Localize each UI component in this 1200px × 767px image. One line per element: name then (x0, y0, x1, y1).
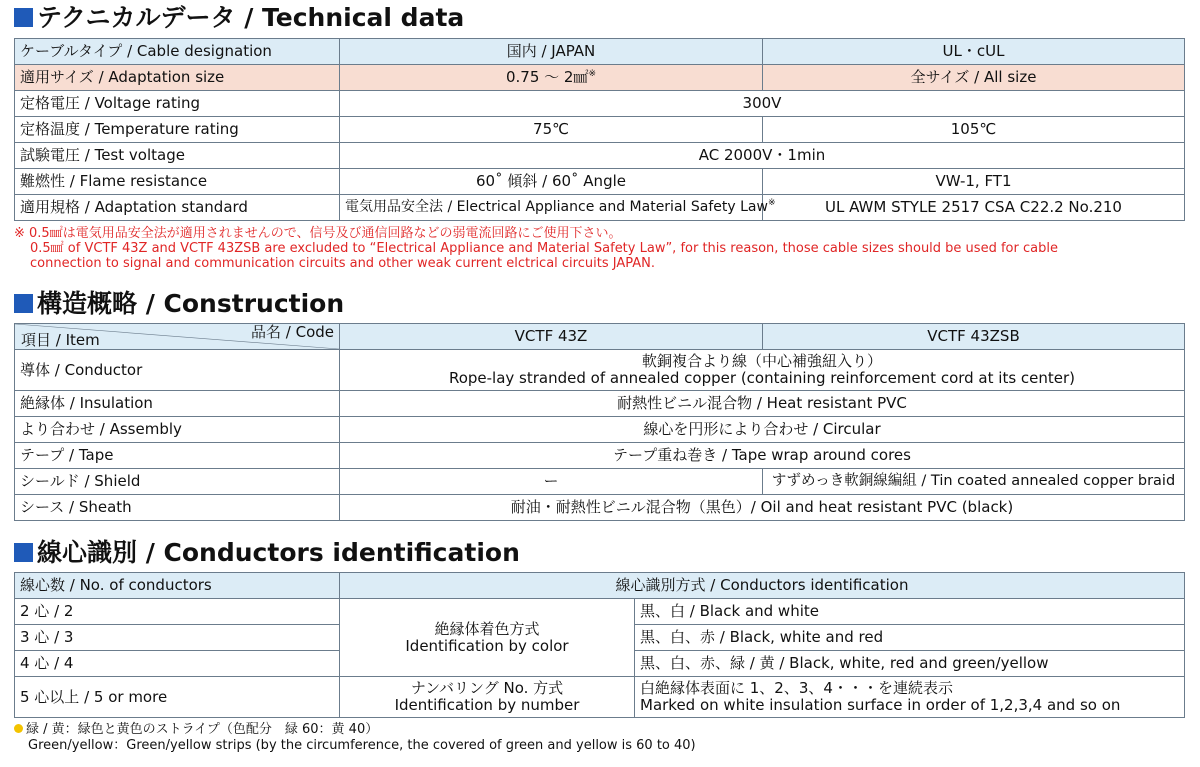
table-row (15, 169, 1185, 195)
number-method-en: Identification by number (394, 696, 580, 714)
shared-cell: テープ重ね巻き / Tape wrap around cores (340, 443, 1185, 469)
shared-cell: 耐熱性ビニル混合物 / Heat resistant PVC (340, 391, 1185, 417)
ul-cell: VW-1, FT1 (763, 169, 1185, 195)
code-header-label: 品名 / Code (251, 323, 334, 341)
shared-cell: 300V (340, 91, 1185, 117)
row-label: シールド / Shield (15, 469, 340, 495)
size-value: 0.75 〜 2㎟ (505, 68, 589, 86)
shared-cell (340, 350, 1185, 391)
construction-title: 構造概略 / Construction (37, 289, 345, 318)
number-method-cell (340, 677, 635, 718)
identification-table (14, 572, 1185, 718)
japan-cell (340, 65, 763, 91)
row-label: 難燃性 / Flame resistance (15, 169, 340, 195)
conductor-en: Rope-lay stranded of annealed copper (containing reinforcement cord at its center) (448, 369, 1076, 387)
table-row (15, 350, 1185, 391)
row-label: ケーブルタイプ / Cable designation (15, 39, 340, 65)
table-row (15, 91, 1185, 117)
technical-data-table (14, 38, 1185, 221)
count-header: 線心数 / No. of conductors (15, 573, 340, 599)
shared-cell: AC 2000V・1min (340, 143, 1185, 169)
table-row (15, 417, 1185, 443)
number-scheme-jp: 白絶縁体表面に 1、2、3、4・・・を連続表示 (640, 679, 953, 697)
blue-square-icon (14, 294, 33, 313)
note-mark: ※ (588, 69, 597, 79)
construction-heading (14, 289, 344, 319)
table-row (15, 39, 1185, 65)
identification-title: 線心識別 / Conductors identification (37, 538, 520, 567)
row-label: 適用サイズ / Adaptation size (15, 65, 340, 91)
yellow-bullet-icon (14, 724, 23, 733)
shared-cell: 耐油・耐熱性ビニル混合物（黒色）/ Oil and heat resistant PVC (black) (340, 495, 1185, 521)
table-row (15, 443, 1185, 469)
technical-data-title: テクニカルデータ / Technical data (37, 3, 465, 32)
row-label: シース / Sheath (15, 495, 340, 521)
note-line-en: 0.5㎟ of VCTF 43Z and VCTF 43ZSB are excluded to “Electrical Appliance and Material Safety Law”, for this reason, those cable sizes should be used for cable (30, 241, 1058, 256)
standard-value: 電気用品安全法 / Electrical Appliance and Material Safety Law (345, 199, 768, 215)
color-method-cell (340, 599, 635, 677)
blue-square-icon (14, 543, 33, 562)
model-header: VCTF 43Z (340, 324, 763, 350)
color-scheme: 黒、白、赤、緑 / 黄 / Black, white, red and green/yellow (635, 651, 1185, 677)
row-label: より合わせ / Assembly (15, 417, 340, 443)
ul-cell: UL AWM STYLE 2517 CSA C22.2 No.210 (763, 195, 1185, 221)
table-row (15, 599, 1185, 625)
japan-cell: 75℃ (340, 117, 763, 143)
43z-cell: ー (340, 469, 763, 495)
conductor-count: 2 心 / 2 (15, 599, 340, 625)
table-row (15, 65, 1185, 91)
row-label: 試験電圧 / Test voltage (15, 143, 340, 169)
color-scheme: 黒、白、赤 / Black, white and red (635, 625, 1185, 651)
japan-cell: 国内 / JAPAN (340, 39, 763, 65)
43zsb-cell: すずめっき軟銅線編組 / Tin coated annealed copper braid (763, 469, 1185, 495)
note-line-jp: ※ 0.5㎟は電気用品安全法が適用されませんので、信号及び通信回路などの弱電流回路にご使用下さい。 (14, 226, 622, 241)
footnote-en: Green/yellow：Green/yellow strips (by the circumference, the covered of green and yellow is 60 to 40) (28, 738, 696, 753)
table-row (15, 195, 1185, 221)
color-method-en: Identification by color (405, 636, 569, 655)
row-label: 導体 / Conductor (15, 350, 340, 391)
blue-square-icon (14, 8, 33, 27)
color-scheme: 黒、白 / Black and white (635, 599, 1185, 625)
identification-heading (14, 538, 520, 568)
method-header: 線心識別方式 / Conductors identification (340, 573, 1185, 599)
technical-data-heading (14, 3, 464, 33)
row-label: 絶縁体 / Insulation (15, 391, 340, 417)
table-row (15, 143, 1185, 169)
table-row (15, 677, 1185, 718)
item-code-header (15, 324, 340, 350)
shared-cell: 線心を円形により合わせ / Circular (340, 417, 1185, 443)
japan-cell (340, 195, 776, 221)
model-header: VCTF 43ZSB (763, 324, 1185, 350)
color-method-jp: 絶縁体着色方式 (434, 619, 540, 638)
table-row (15, 391, 1185, 417)
note-mark: ※ (767, 198, 776, 208)
table-row (15, 573, 1185, 599)
note-line-en: connection to signal and communication circuits and other weak current elctrical circuits JAPAN. (30, 256, 655, 271)
table-row (15, 469, 1185, 495)
ul-cell: 105℃ (763, 117, 1185, 143)
row-label: 定格温度 / Temperature rating (15, 117, 340, 143)
conductor-jp: 軟銅複合より線（中心補強紐入り） (641, 352, 882, 370)
number-scheme (635, 677, 1185, 718)
item-header-label: 項目 / Item (21, 331, 100, 349)
row-label: 適用規格 / Adaptation standard (15, 195, 340, 221)
ul-cell: UL・cUL (763, 39, 1185, 65)
row-label: 定格電圧 / Voltage rating (15, 91, 340, 117)
number-method-jp: ナンバリング No. 方式 (410, 679, 564, 697)
table-row (15, 324, 1185, 350)
conductor-count: 4 心 / 4 (15, 651, 340, 677)
japan-cell: 60˚ 傾斜 / 60˚ Angle (340, 169, 763, 195)
ul-cell: 全サイズ / All size (763, 65, 1185, 91)
construction-table (14, 323, 1185, 521)
conductor-count: 3 心 / 3 (15, 625, 340, 651)
conductor-count: 5 心以上 / 5 or more (15, 677, 340, 718)
row-label: テープ / Tape (15, 443, 340, 469)
identification-footnote (14, 722, 696, 754)
table-row (15, 117, 1185, 143)
technical-note (14, 226, 1058, 271)
number-scheme-en: Marked on white insulation surface in order of 1,2,3,4 and so on (640, 696, 1121, 714)
table-row (15, 495, 1185, 521)
footnote-jp: 緑 / 黄：緑色と黄色のストライプ（色配分 緑 60：黄 40） (26, 722, 379, 737)
